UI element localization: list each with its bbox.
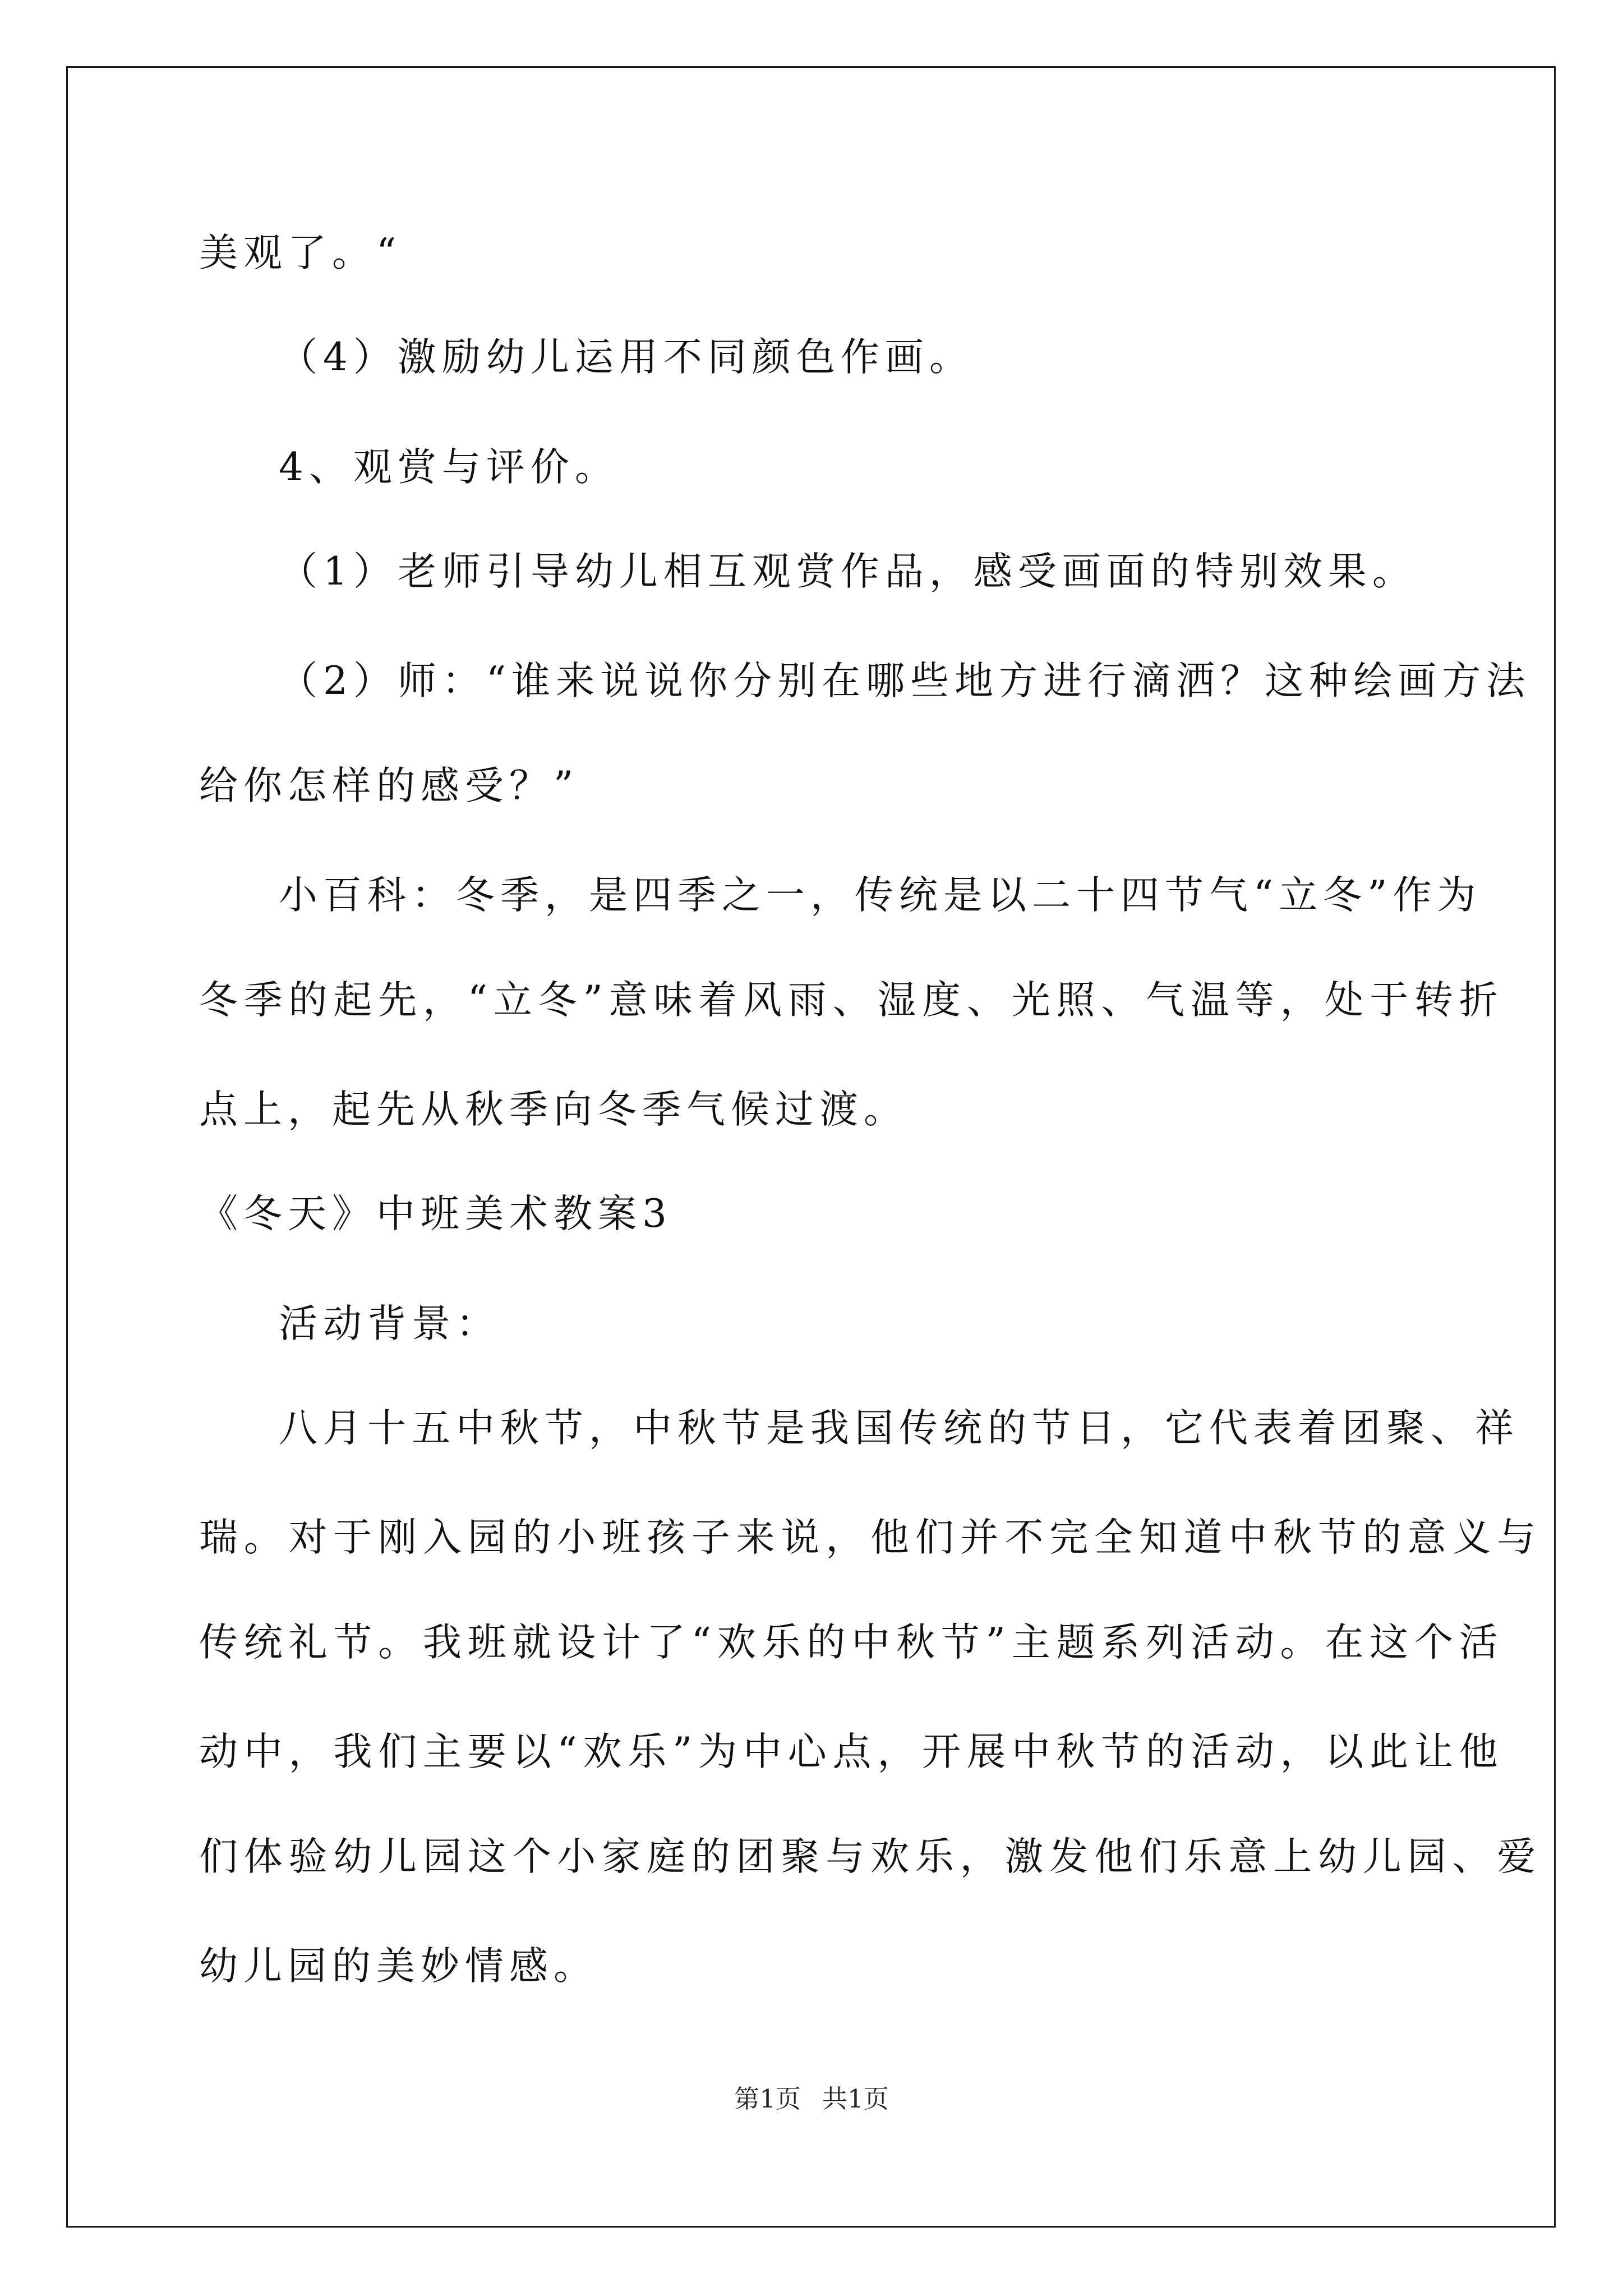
text-line-15: 动中，我们主要以“欢乐”为中心点，开展中秋节的活动，以此让他: [199, 1729, 1504, 1774]
text-line-11: 活动背景：: [279, 1301, 500, 1346]
text-line-2: （4）激励幼儿运用不同颜色作画。: [279, 335, 974, 380]
text-line-17: 幼儿园的美妙情感。: [199, 1944, 598, 1989]
page-total: 共1页: [822, 2084, 889, 2114]
text-line-14: 传统礼节。我班就设计了“欢乐的中秋节”主题系列活动。在这个活: [199, 1620, 1504, 1665]
page-border: [66, 66, 1556, 2228]
text-line-12: 八月十五中秋节，中秋节是我国传统的节日，它代表着团聚、祥: [279, 1406, 1519, 1451]
text-line-6: 给你怎样的感受？”: [199, 763, 579, 808]
page-current: 第1页: [734, 2084, 801, 2114]
page-footer: [0, 2082, 1623, 2116]
text-line-4: （1）老师引导幼儿相互观赏作品，感受画面的特别效果。: [279, 549, 1417, 594]
section-heading: 《冬天》中班美术教案3: [199, 1191, 672, 1236]
text-line-5: （2）师：“谁来说说你分别在哪些地方进行滴洒？这种绘画方法: [279, 659, 1531, 703]
text-line-16: 们体验幼儿园这个小家庭的团聚与欢乐，激发他们乐意上幼儿园、爱: [199, 1834, 1542, 1879]
text-line-9: 点上，起先从秋季向冬季气候过渡。: [199, 1087, 908, 1132]
text-line-1: 美观了。“: [199, 231, 402, 275]
text-line-8: 冬季的起先，“立冬”意味着风雨、湿度、光照、气温等，处于转折: [199, 978, 1504, 1023]
text-line-13: 瑞。对于刚入园的小班孩子来说，他们并不完全知道中秋节的意义与: [199, 1515, 1542, 1560]
text-line-7: 小百科：冬季，是四季之一，传统是以二十四节气“立冬”作为: [279, 873, 1482, 918]
text-line-3: 4、观赏与评价。: [279, 445, 619, 490]
